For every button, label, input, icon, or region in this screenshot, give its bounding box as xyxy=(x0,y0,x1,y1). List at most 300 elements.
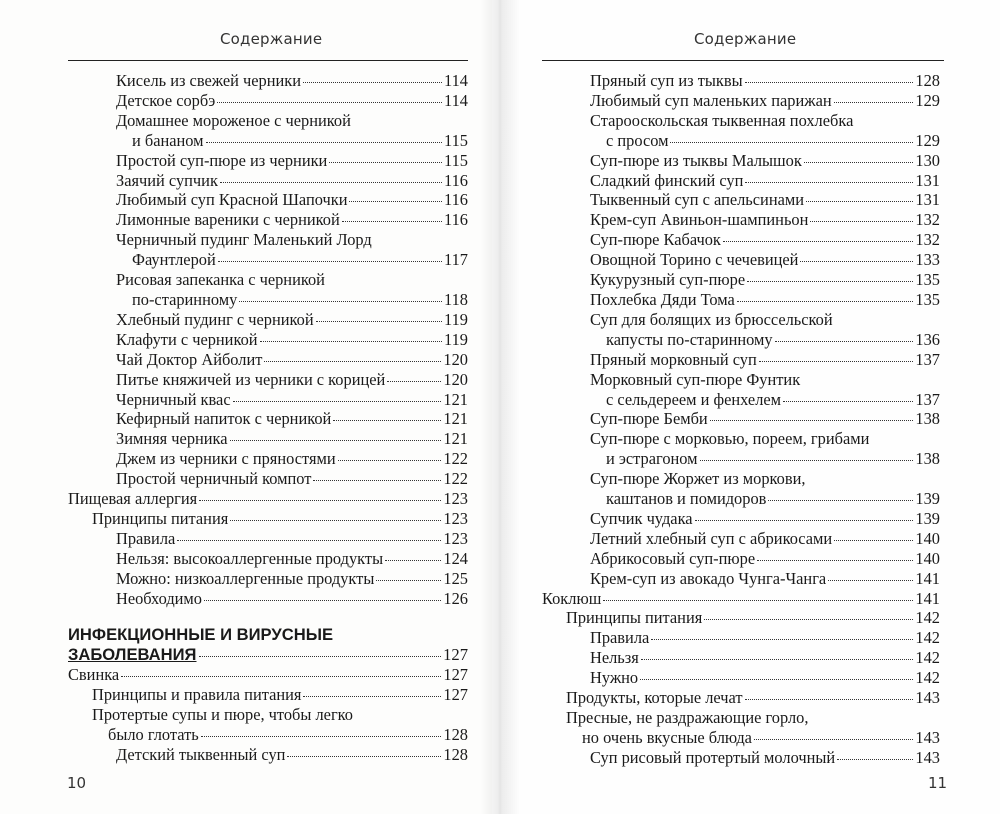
entry-title: Старооскольская тыквенная похлебка xyxy=(590,110,854,130)
entry-title: Любимый суп Красной Шапочки xyxy=(116,190,348,210)
entry-title: Хлебный пудинг с черникой xyxy=(116,309,314,329)
dot-leader xyxy=(757,560,913,561)
entry-page-number: 135 xyxy=(915,289,940,309)
dot-leader xyxy=(260,341,442,342)
entry-page-number: 133 xyxy=(915,250,940,270)
entry-page-number: 117 xyxy=(444,250,468,270)
dot-leader xyxy=(834,540,913,541)
entry-title: Супчик чудака xyxy=(590,508,693,528)
entry-title: Зимняя черника xyxy=(116,429,228,449)
dot-leader xyxy=(239,301,442,302)
entry-line xyxy=(590,171,940,191)
dot-leader xyxy=(230,440,442,441)
toc-entry xyxy=(542,250,940,270)
toc-entry xyxy=(542,529,940,549)
entry-title: Простой черничный компот xyxy=(116,469,312,489)
entry-page-number: 142 xyxy=(915,648,940,668)
dot-leader xyxy=(775,341,914,342)
entry-line xyxy=(590,549,940,569)
entry-page-number: 138 xyxy=(915,449,940,469)
entry-line xyxy=(590,390,940,410)
dot-leader xyxy=(313,480,441,481)
toc-entry xyxy=(542,668,940,688)
entry-title: Джем из черники с пряностями xyxy=(116,449,336,469)
toc-entry xyxy=(68,370,468,390)
entry-title: Нужно xyxy=(590,668,639,688)
entry-page-number: 124 xyxy=(443,548,468,568)
entry-line xyxy=(566,708,940,728)
entry-line xyxy=(542,589,940,609)
entry-line xyxy=(116,449,468,469)
entry-page-number: 121 xyxy=(443,389,468,409)
entry-title: с просом xyxy=(606,130,669,150)
entry-line xyxy=(92,705,468,725)
toc-entry xyxy=(68,111,468,151)
toc-entry xyxy=(68,429,468,449)
entry-line xyxy=(590,131,940,151)
entry-page-number: 140 xyxy=(915,528,940,548)
toc-entry xyxy=(542,748,940,768)
entry-page-number: 127 xyxy=(443,665,468,685)
entry-line xyxy=(590,190,940,210)
entry-line xyxy=(590,330,940,350)
toc-entry xyxy=(542,569,940,589)
toc-entry xyxy=(542,171,940,191)
dot-leader xyxy=(349,201,442,202)
entry-title: Свинка xyxy=(68,665,120,685)
entry-title: Чай Доктор Айболит xyxy=(116,349,263,369)
entry-title: Правила xyxy=(590,628,650,648)
entry-title: с сельдереем и фенхелем xyxy=(606,389,782,409)
entry-line xyxy=(116,589,468,609)
dot-leader xyxy=(376,580,441,581)
dot-leader xyxy=(199,656,442,657)
entry-title: Крем-суп из авокадо Чунга-Чанга xyxy=(590,568,827,588)
entry-line xyxy=(116,111,468,131)
toc-entry xyxy=(542,429,940,469)
toc-entry xyxy=(542,708,940,748)
entry-title: и бананом xyxy=(132,130,204,150)
right-page xyxy=(500,0,1000,814)
entry-line xyxy=(116,290,468,310)
entry-title: Суп-пюре из тыквы Малышок xyxy=(590,150,802,170)
dot-leader xyxy=(338,460,442,461)
entry-page-number: 129 xyxy=(915,90,940,110)
toc-entry xyxy=(542,290,940,310)
entry-title: Рисовая запеканка с черникой xyxy=(116,270,325,290)
toc-entry xyxy=(542,469,940,509)
entry-line xyxy=(116,131,468,151)
entry-line xyxy=(92,509,468,529)
toc-entry xyxy=(542,409,940,429)
entry-line xyxy=(68,489,468,509)
entry-title: Суп-пюре Жоржет из моркови, xyxy=(590,469,806,489)
entry-title: Необходимо xyxy=(116,588,202,608)
entry-page-number: 143 xyxy=(915,747,940,767)
entry-page-number: 115 xyxy=(444,150,468,170)
toc-entry xyxy=(68,489,468,509)
entry-page-number: 122 xyxy=(443,449,468,469)
entry-page-number: 132 xyxy=(915,230,940,250)
entry-title: Похлебка Дяди Тома xyxy=(590,289,735,309)
entry-page-number: 122 xyxy=(443,469,468,489)
entry-page-number: 114 xyxy=(444,71,468,90)
entry-title: Кисель из свежей черники xyxy=(116,71,301,90)
toc-entry xyxy=(68,509,468,529)
dot-leader xyxy=(745,699,914,700)
entry-page-number: 139 xyxy=(915,489,940,509)
toc-entry xyxy=(542,350,940,370)
entry-page-number: 119 xyxy=(444,329,468,349)
toc-entry xyxy=(68,589,468,609)
entry-page-number: 139 xyxy=(915,508,940,528)
page-number: 10 xyxy=(67,774,87,792)
entry-page-number: 131 xyxy=(915,170,940,190)
entry-title: Овощной Торино с чечевицей xyxy=(590,250,799,270)
toc-entry xyxy=(68,151,468,171)
dot-leader xyxy=(206,142,442,143)
toc-entry xyxy=(68,569,468,589)
entry-line xyxy=(116,429,468,449)
entry-line xyxy=(116,190,468,210)
entry-line xyxy=(116,745,468,765)
entry-title: и эстрагоном xyxy=(606,449,698,469)
entry-title: Суп-пюре Кабачок xyxy=(590,230,721,250)
entry-line xyxy=(590,230,940,250)
dot-leader xyxy=(834,102,914,103)
entry-page-number: 128 xyxy=(443,745,468,765)
toc-entry xyxy=(542,210,940,230)
entry-line xyxy=(590,350,940,370)
entry-line xyxy=(590,429,940,449)
toc-entry xyxy=(68,350,468,370)
toc-entry xyxy=(68,685,468,705)
toc-entry xyxy=(68,330,468,350)
toc-entry xyxy=(542,509,940,529)
entry-title: Пресные, не раздражающие горло, xyxy=(566,708,809,727)
entry-title: Суп рисовый протертый молочный xyxy=(590,747,836,767)
entry-page-number: 129 xyxy=(915,130,940,150)
dot-leader xyxy=(230,520,441,521)
dot-leader xyxy=(199,500,441,501)
toc-entry xyxy=(68,549,468,569)
toc-entry xyxy=(542,608,940,628)
dot-leader xyxy=(220,182,442,183)
entry-line xyxy=(68,625,468,645)
dot-leader xyxy=(783,401,913,402)
entry-page-number: 142 xyxy=(915,628,940,648)
entry-line xyxy=(116,310,468,330)
entry-page-number: 131 xyxy=(915,190,940,210)
entry-page-number: 118 xyxy=(444,289,468,309)
left-page xyxy=(0,0,492,814)
entry-page-number: 143 xyxy=(915,688,940,708)
dot-leader xyxy=(641,659,914,660)
dot-leader xyxy=(745,82,914,83)
entry-page-number: 119 xyxy=(444,309,468,329)
entry-page-number: 130 xyxy=(915,150,940,170)
toc-entry xyxy=(542,270,940,290)
entry-line xyxy=(590,290,940,310)
entry-line xyxy=(116,409,468,429)
entry-title: Кефирный напиток с черникой xyxy=(116,409,332,429)
dot-leader xyxy=(723,241,914,242)
entry-title: Клафути с черникой xyxy=(116,329,258,349)
entry-line xyxy=(566,688,940,708)
entry-page-number: 128 xyxy=(443,725,468,745)
entry-page-number: 137 xyxy=(915,389,940,409)
header-rule xyxy=(68,60,468,61)
entry-title: Крем-суп Авиньон-шампиньон xyxy=(590,210,809,230)
entry-page-number: 123 xyxy=(443,528,468,548)
entry-title: Детский тыквенный суп xyxy=(116,745,286,765)
toc-entry xyxy=(68,230,468,270)
entry-line xyxy=(590,569,940,589)
entry-page-number: 116 xyxy=(444,190,468,210)
entry-title: Пищевая аллергия xyxy=(68,489,198,509)
entry-line xyxy=(590,151,940,171)
entry-title: капусты по-старинному xyxy=(606,329,773,349)
entry-line xyxy=(116,569,468,589)
entry-line xyxy=(566,728,940,748)
entry-page-number: 138 xyxy=(915,409,940,429)
dot-leader xyxy=(233,401,442,402)
toc-entry xyxy=(68,171,468,191)
entry-line xyxy=(116,330,468,350)
entry-title: Суп-пюре с морковью, пореем, грибами xyxy=(590,429,870,449)
toc-entry xyxy=(68,409,468,429)
dot-leader xyxy=(806,201,913,202)
entry-line xyxy=(566,608,940,628)
entry-title: Фаунтлерой xyxy=(132,250,216,270)
toc-entry xyxy=(68,745,468,765)
entry-title: было глотать xyxy=(108,725,199,745)
section-gap xyxy=(68,608,468,625)
entry-title: Питье княжичей из черники с корицей xyxy=(116,369,386,389)
dot-leader xyxy=(121,676,441,677)
entry-page-number: 142 xyxy=(915,668,940,688)
entry-line xyxy=(590,370,940,390)
entry-line xyxy=(116,350,468,370)
entry-title: Заячий супчик xyxy=(116,170,218,190)
entry-title: Пряный морковный суп xyxy=(590,349,757,369)
entry-title: Принципы и правила питания xyxy=(92,685,302,705)
entry-page-number: 137 xyxy=(915,349,940,369)
entry-page-number: 114 xyxy=(444,90,468,110)
entry-page-number: 136 xyxy=(915,329,940,349)
entry-title: Черничный пудинг Маленький Лорд xyxy=(116,230,372,250)
entry-line xyxy=(92,725,468,745)
toc-entry xyxy=(68,390,468,410)
chapter-heading xyxy=(68,625,468,665)
entry-title: Простой суп-пюре из черники xyxy=(116,150,328,170)
running-head: Содержание xyxy=(220,30,323,48)
entry-line xyxy=(116,529,468,549)
dot-leader xyxy=(704,619,913,620)
toc-entry xyxy=(68,71,468,91)
dot-leader xyxy=(204,600,441,601)
toc-entry xyxy=(542,71,940,91)
entry-line xyxy=(116,270,468,290)
toc-entry xyxy=(68,270,468,310)
entry-page-number: 116 xyxy=(444,210,468,230)
dot-leader xyxy=(747,281,913,282)
dot-leader xyxy=(768,500,913,501)
entry-title: Любимый суп маленьких парижан xyxy=(590,90,832,110)
toc-entry xyxy=(542,648,940,668)
entry-line xyxy=(68,645,468,665)
entry-title: Суп для болящих из брюссельской xyxy=(590,309,833,329)
entry-title: Принципы питания xyxy=(566,608,703,628)
toc-entry xyxy=(542,628,940,648)
entry-line xyxy=(590,509,940,529)
entry-line xyxy=(590,111,940,131)
toc-entry xyxy=(542,310,940,350)
entry-page-number: 120 xyxy=(443,349,468,369)
header-rule xyxy=(542,60,944,61)
entry-page-number: 126 xyxy=(443,588,468,608)
entry-page-number: 135 xyxy=(915,270,940,290)
entry-line xyxy=(116,549,468,569)
toc-entry xyxy=(68,705,468,745)
entry-page-number: 128 xyxy=(915,71,940,90)
entry-page-number: 116 xyxy=(444,170,468,190)
entry-title: Правила xyxy=(116,528,176,548)
entry-page-number: 132 xyxy=(915,210,940,230)
dot-leader xyxy=(828,580,913,581)
dot-leader xyxy=(303,696,441,697)
dot-leader xyxy=(385,560,441,561)
entry-line xyxy=(590,210,940,230)
toc-entry xyxy=(542,549,940,569)
entry-title: но очень вкусные блюда xyxy=(582,727,752,747)
dot-leader xyxy=(603,600,913,601)
dot-leader xyxy=(316,321,442,322)
toc-entry xyxy=(542,230,940,250)
dot-leader xyxy=(810,221,913,222)
entry-line xyxy=(116,370,468,390)
entry-line xyxy=(590,270,940,290)
entry-line xyxy=(116,230,468,250)
toc-list xyxy=(68,71,468,765)
dot-leader xyxy=(177,540,441,541)
entry-page-number: 127 xyxy=(443,645,468,665)
entry-line xyxy=(116,91,468,111)
dot-leader xyxy=(303,82,442,83)
toc-entry xyxy=(542,151,940,171)
entry-title: Черничный квас xyxy=(116,389,231,409)
entry-page-number: 125 xyxy=(443,568,468,588)
toc-entry xyxy=(68,310,468,330)
dot-leader xyxy=(710,420,914,421)
entry-line xyxy=(590,310,940,330)
entry-title: по-старинному xyxy=(132,289,238,309)
entry-line xyxy=(590,668,940,688)
entry-line xyxy=(590,250,940,270)
entry-line xyxy=(590,449,940,469)
entry-line xyxy=(590,469,940,489)
entry-line xyxy=(92,685,468,705)
entry-title: Морковный суп-пюре Фунтик xyxy=(590,369,801,389)
toc-entry xyxy=(542,589,940,609)
toc-entry xyxy=(542,111,940,151)
entry-page-number: 121 xyxy=(443,429,468,449)
toc-entry xyxy=(68,529,468,549)
dot-leader xyxy=(737,301,914,302)
dot-leader xyxy=(217,102,442,103)
entry-line xyxy=(116,250,468,270)
entry-page-number: 143 xyxy=(915,727,940,747)
dot-leader xyxy=(800,261,913,262)
dot-leader xyxy=(754,739,913,740)
toc-entry xyxy=(68,665,468,685)
entry-line xyxy=(68,665,468,685)
toc-entry xyxy=(542,688,940,708)
dot-leader xyxy=(837,759,913,760)
dot-leader xyxy=(333,420,441,421)
dot-leader xyxy=(670,142,913,143)
toc-entry xyxy=(68,91,468,111)
entry-title: Лимонные вареники с черникой xyxy=(116,210,340,230)
entry-line xyxy=(590,489,940,509)
entry-line xyxy=(116,469,468,489)
entry-page-number: 140 xyxy=(915,548,940,568)
entry-line xyxy=(590,748,940,768)
entry-title: Нельзя: высокоаллергенные продукты xyxy=(116,548,384,568)
entry-title: Нельзя xyxy=(590,648,639,668)
dot-leader xyxy=(329,162,442,163)
entry-title: Летний хлебный суп с абрикосами xyxy=(590,528,833,548)
entry-title: Коклюш xyxy=(542,588,602,608)
entry-line xyxy=(116,151,468,171)
entry-title: Пряный суп из тыквы xyxy=(590,71,743,90)
entry-title: Принципы питания xyxy=(92,508,229,528)
entry-line xyxy=(116,71,468,91)
entry-title: Протертые супы и пюре, чтобы легко xyxy=(92,705,354,725)
dot-leader xyxy=(264,361,441,362)
dot-leader xyxy=(287,756,441,757)
entry-line xyxy=(590,648,940,668)
toc-entry xyxy=(542,91,940,111)
entry-title: Домашнее мороженое с черникой xyxy=(116,110,351,130)
dot-leader xyxy=(700,460,914,461)
entry-title: Сладкий финский суп xyxy=(590,170,744,190)
page-number: 11 xyxy=(928,774,948,792)
toc-entry xyxy=(542,190,940,210)
entry-page-number: 141 xyxy=(915,588,940,608)
toc-entry xyxy=(542,370,940,410)
entry-page-number: 127 xyxy=(443,685,468,705)
dot-leader xyxy=(342,221,442,222)
toc-list xyxy=(542,71,940,768)
entry-page-number: 142 xyxy=(915,608,940,628)
dot-leader xyxy=(759,361,914,362)
entry-line xyxy=(116,390,468,410)
entry-page-number: 115 xyxy=(444,130,468,150)
entry-title: Детское сорбэ xyxy=(116,90,216,110)
dot-leader xyxy=(651,639,913,640)
entry-line xyxy=(116,171,468,191)
running-head: Содержание xyxy=(694,30,797,48)
toc-entry xyxy=(68,449,468,469)
toc-entry xyxy=(68,190,468,210)
entry-line xyxy=(590,91,940,111)
entry-line xyxy=(590,529,940,549)
entry-title: Можно: низкоаллергенные продукты xyxy=(116,568,375,588)
entry-line xyxy=(590,628,940,648)
entry-page-number: 120 xyxy=(443,369,468,389)
entry-line xyxy=(590,409,940,429)
